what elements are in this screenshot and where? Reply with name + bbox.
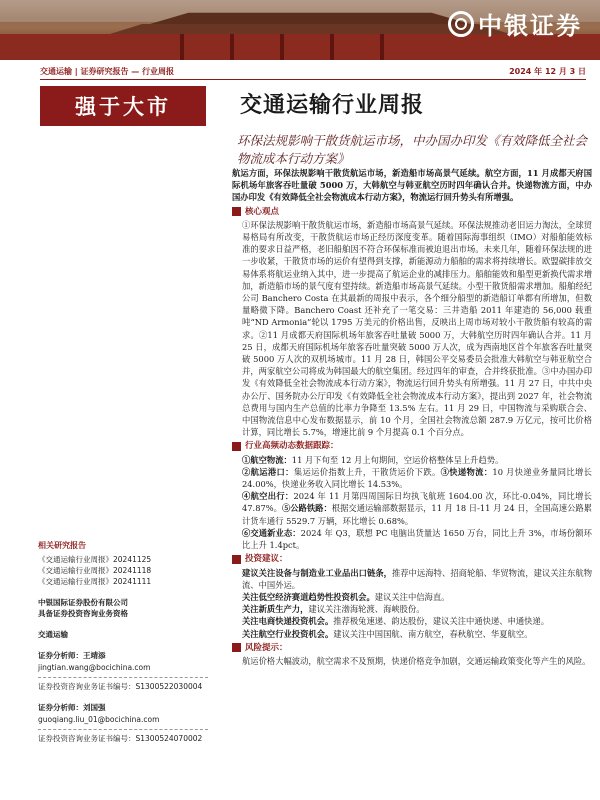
- meta-divider: [40, 79, 586, 80]
- intro-paragraph: 航运方面，环保法规影响干散货航运市场，新造船市场高景气延续。航空方面，11 月成都天府国际机场年旅客吞吐量破 5000 万，大韩航空与韩亚航空历时四年确认合并。快递物流方面，中办国办印发《有效降低全社会物流成本行动方案》，物流运行回升势头有所增强。: [232, 168, 592, 203]
- analyst-name: 证券分析师：王靖添: [38, 651, 106, 660]
- main-content: [232, 167, 592, 667]
- section-marker-icon: [232, 555, 241, 564]
- section-marker-icon: [232, 442, 241, 451]
- section-title: 行业高频动态数据跟踪：: [245, 441, 339, 452]
- investment-item: 建议关注设备与制造业工业品出口链条，推荐中远海特、招商轮船、华贸物流，建议关注东航物流、中国外运。: [242, 567, 592, 590]
- analyst-email[interactable]: guoqiang.liu_01@bocichina.com: [38, 715, 160, 724]
- logo-text: 中银证券: [478, 12, 582, 40]
- section-risk-header: [232, 642, 592, 654]
- section-investment-header: [232, 553, 592, 565]
- related-report[interactable]: 《交通运输行业周报》20241118: [38, 566, 152, 575]
- banner-column: [230, 34, 234, 60]
- rating-badge: 强于大市: [40, 86, 206, 126]
- banner-column: [280, 34, 284, 60]
- analyst-cert: 证券投资咨询业务证书编号：S1300522030004: [38, 682, 203, 691]
- company-name: 中银国际证券股份有限公司: [38, 598, 128, 607]
- related-reports-label: 相关研究报告: [38, 541, 86, 550]
- risk-paragraph: 航运价格大幅波动，航空需求不及预期，快递价格竞争加剧，交通运输政策变化等产生的风险。: [242, 655, 591, 666]
- meta-bar: [40, 64, 586, 78]
- header-banner-image: [0, 0, 600, 60]
- investment-item: 关注航空行业投资机会。建议关注中国国航、南方航空，春秋航空、华夏航空。: [242, 628, 533, 639]
- boc-logo-icon: [448, 11, 474, 37]
- investment-item: 关注新质生产力，建议关注渤海轮渡、海峡股份。: [242, 604, 425, 615]
- related-report[interactable]: 《交通运输行业周报》20241111: [38, 577, 152, 586]
- core-paragraph: ①环保法规影响干散货航运市场，新造船市场高景气延续。环保法规推动老旧运力淘汰，全球贸易格局有所改变，干散货航运市场正经历深度变革。随着国际海事组织（IMO）对船舶能效标准的要求日益严格，老旧船舶因不符合环保标准而被迫退出市场。未来几年，随着环保法规的进一步收紧，干散货市场的运价有望得到支撑，新能源动力船舶的需求将持续增长。欧盟碳排放交易体系将航运业纳入其中，进一步提高了航运企业的减排压力。船舶能效和船型更新换代需求增加，新造船市场的景气度有望持续。新造船市场高景气延续。小型干散货船需求增加。船舶经纪公司 Banchero Costa 在其最新的周报中表示，各个细分船型的新造船订单都有所增加，但数量略微下降。Banchero Coast 还补充了一笔交易：三井造船 2011 年建造的 56,000 载重吨“ND Armonia”轮以 1795 万美元的价格出售，反映出上周市场对较小干散货船有较高的需求。②11 月成都天府国际机场年旅客吞吐量破 5000 万，大韩航空历时四年确认合并。11 月 25 日，成都天府国际机场年旅客吞吐量突破 5000 万人次，成为西南地区首个年旅客吞吐量突破 5000 万人次的双机场城市。11 月 28 日，韩国公平交易委员会批准大韩航空与韩亚航空合并，两家航空公司将成为韩国最大的航空集团。经过四年的审查，合并终获批准。③中办国办印发《有效降低全社会物流成本行动方案》，物流运行回升势头有所增强。11 月 27 日，中共中央办公厅、国务院办公厅印发《有效降低全社会物流成本行动方案》，提出到 2027 年，社会物流总费用与国内生产总值的比率力争降至 13.5% 左右。11 月 29 日，中国物流与采购联合会、中国物流信息中心发布数据显示，前 10 个月，全国社会物流总额 287.9 万亿元，按可比价格计算，同比增长 5.7%，增速比前 9 个月提高 0.1 个百分点。: [242, 219, 592, 438]
- investment-item: 关注低空经济赛道趋势性投资机会。建议关注中信海直。: [242, 591, 450, 602]
- report-subtitle: 环保法规影响干散货航运市场，中办国办印发《有效降低全社会物流成本行动方案》: [237, 133, 588, 166]
- boc-logo: [448, 6, 582, 41]
- sidebar: [38, 540, 228, 744]
- report-date: 2024 年 12 月 3 日: [509, 67, 586, 76]
- section-title: 核心观点: [245, 206, 280, 217]
- tracking-item: ①航空物流：11 月下旬至 12 月上旬期间，空运价格整体呈上升趋势。: [242, 454, 504, 465]
- section-marker-icon: [232, 643, 241, 652]
- tracking-item: ⑥交通新业态：2024 年 Q3，联想 PC 电脑出货量达 1650 万台，同比上升 3%，市场份额环比上升 1.4pct。: [242, 527, 592, 551]
- tracking-item: ②航运港口：集运运价指数上升，干散货运价下跌。③快递物流：10 月快递业务量同比增长 24.00%，快递业务收入同比增长 14.53%。: [242, 466, 592, 490]
- report-title: 交通运输行业周报: [240, 92, 425, 118]
- analyst-email[interactable]: jingtian.wang@bocichina.com: [38, 663, 151, 672]
- section-marker-icon: [232, 207, 241, 216]
- banner-column: [330, 34, 334, 60]
- industry-label: 交通运输: [38, 630, 68, 639]
- banner-column: [180, 34, 184, 60]
- section-title: 投资建议：: [245, 554, 288, 565]
- section-core-header: [232, 206, 592, 218]
- report-tags: 交通运输 | 证券研究报告 — 行业周报: [40, 67, 175, 76]
- analyst-name: 证券分析师：刘国强: [38, 703, 106, 712]
- section-title: 风险提示：: [245, 642, 288, 653]
- related-report[interactable]: 《交通运输行业周报》20241125: [38, 555, 152, 564]
- tracking-item: ④航空出行：2024 年 11 月第四周国际日均执飞航班 1604.00 次，环比-0.04%，同比增长 47.87%。⑤公路铁路：根据交通运输部数据显示，11 月 18 日-11 月 24 日，全国高速公路累计货车通行 5529.7 万辆，环比增长 0.68%。: [242, 491, 592, 526]
- banner-column: [380, 34, 384, 60]
- analyst-cert: 证券投资咨询业务证书编号：S1300524070002: [38, 734, 203, 743]
- section-tracking-header: [232, 440, 592, 452]
- company-qualification: 具备证券投资咨询业务资格: [38, 609, 128, 618]
- investment-item: 关注电商快递投资机会。推荐极兔速递、韵达股份，建议关注中通快递、申通快递。: [242, 616, 550, 627]
